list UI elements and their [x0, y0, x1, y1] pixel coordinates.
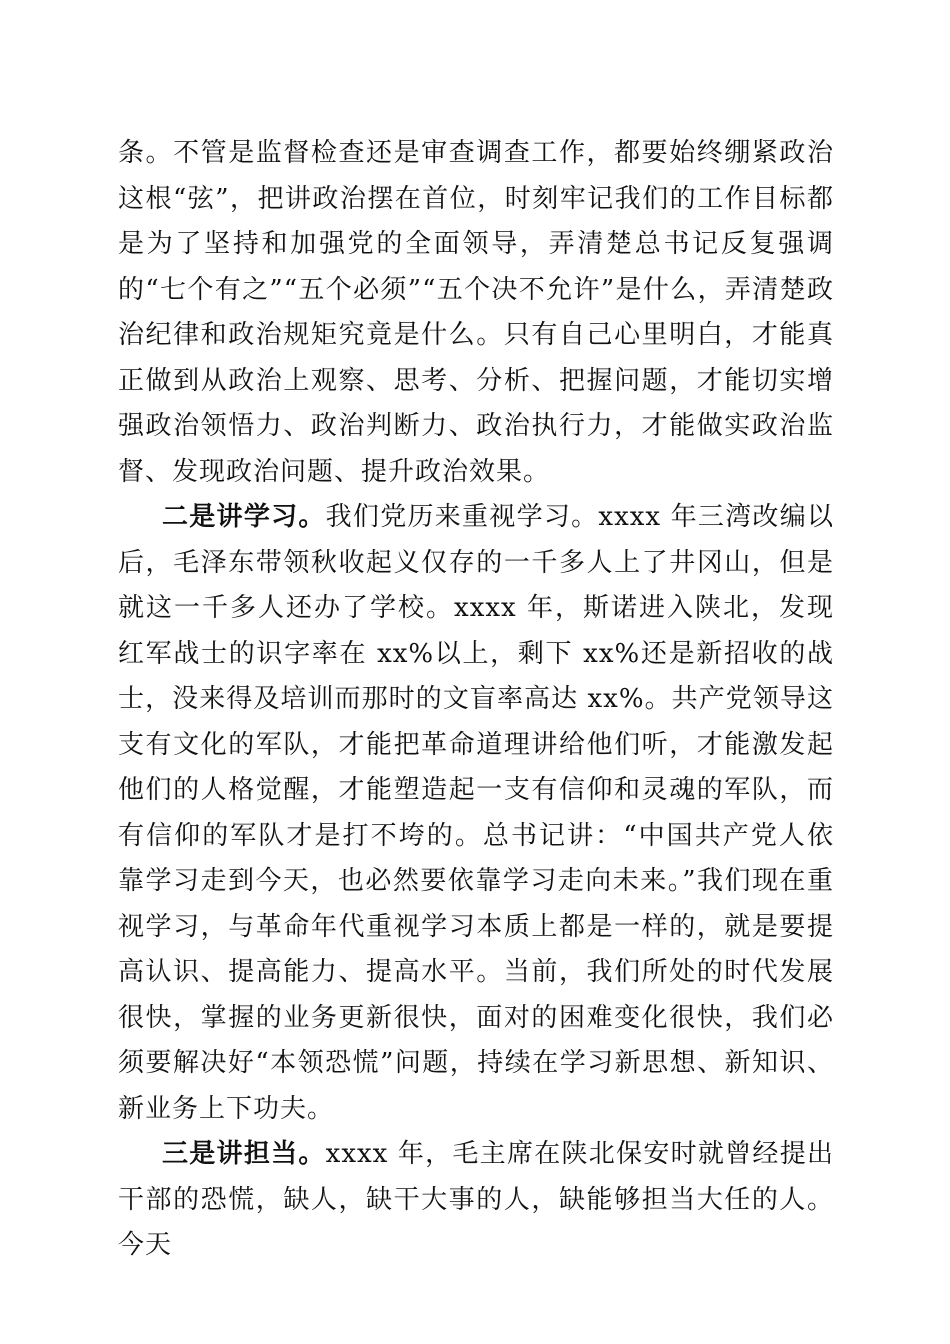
- paragraph-text: 我们党历来重视学习。xxxx 年三湾改编以后，毛泽东带领秋收起义仅存的一千多人上了井冈山，但是就这一千多人还办了学校。xxxx 年，斯诺进入陕北，发现红军战士的识字率在 xx%以上，剩下 xx%还是新招收的战士，没来得及培训而那时的文盲率高达 xx%。共产党领导这支有文化的军队，才能把革命道理讲给他们听，才能激发起他们的人格觉醒，才能塑造起一支有信仰和灵魂的军队，而有信仰的军队才是打不垮的。总书记讲：“中国共产党人依靠学习走到今天，也必然要依靠学习走向未来。”我们现在重视学习，与革命年代重视学习本质上都是一样的，就是要提高认识、提高能力、提高水平。当前，我们所处的时代发展很快，掌握的业务更新很快，面对的困难变化很快，我们必须要解决好“本领恐慌”问题，持续在学习新思想、新知识、新业务上下功夫。: [118, 502, 834, 1124]
- paragraph-text: 条。不管是监督检查还是审查调查工作，都要始终绷紧政治这根“弦”，把讲政治摆在首位，时刻牢记我们的工作目标都是为了坚持和加强党的全面领导，弄清楚总书记反复强调的“七个有之”“五个必须”“五个决不允许”是什么，弄清楚政治纪律和政治规矩究竟是什么。只有自己心里明白，才能真正做到从政治上观察、思考、分析、把握问题，才能切实增强政治领悟力、政治判断力、政治执行力，才能做实政治监督、发现政治问题、提升政治效果。: [118, 138, 834, 487]
- paragraph-text: xxxx 年，毛主席在陕北保安时就曾经提出干部的恐慌，缺人，缺干大事的人，缺能够担当大任的人。今天: [118, 1139, 834, 1260]
- paragraph-political-discipline: [118, 131, 834, 495]
- paragraph-lead-heading: 三是讲担当。: [162, 1139, 326, 1169]
- paragraph-responsibility: [118, 1132, 834, 1269]
- document-body: [118, 131, 834, 1269]
- paragraph-study: [118, 495, 834, 1132]
- paragraph-lead-heading: 二是讲学习。: [162, 502, 326, 532]
